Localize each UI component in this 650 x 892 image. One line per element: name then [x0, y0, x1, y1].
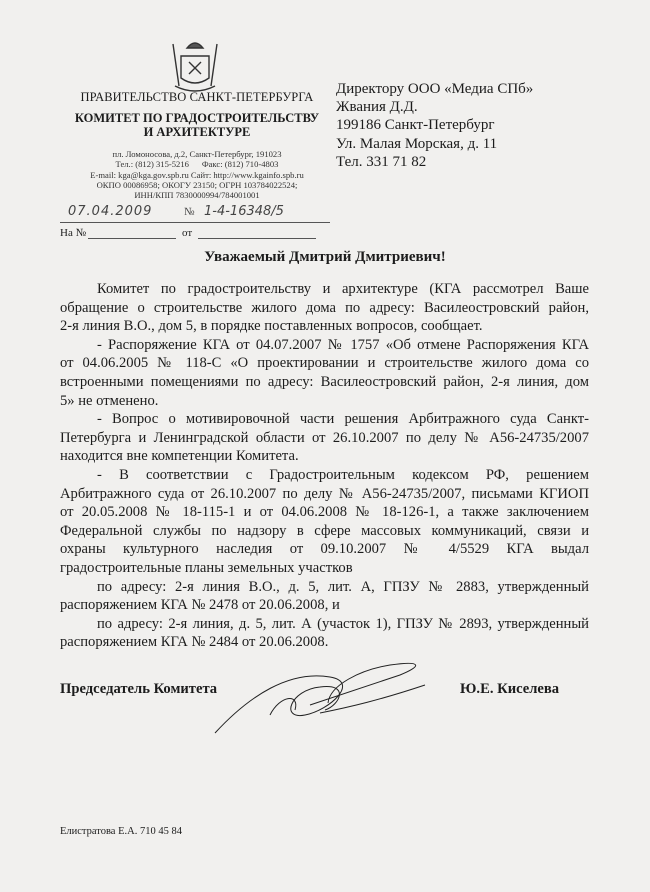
- recipient-line: Ул. Малая Морская, д. 11: [336, 135, 498, 152]
- text-line: по адресу: 2-я линия, д. 5, лит. А (участок 1), ГПЗУ № 2893, утвержденный: [97, 615, 589, 632]
- text-line: - В соответствии с Градостроительным кодексом РФ, решением: [97, 466, 589, 483]
- text-line: 5» не отменено.: [60, 392, 159, 409]
- paragraph: [60, 466, 589, 578]
- text-line: находится вне компетенции Комитета.: [60, 448, 299, 465]
- email-line: E-mail: kga@kga.gov.spb.ru Сайт: http://www.kgainfo.spb.ru: [90, 169, 304, 180]
- phone-line: Тел.: (812) 315-5216 Факс: (812) 710-4803: [115, 159, 279, 170]
- registration-number: 1-4-16348/5: [204, 204, 284, 219]
- reference-date-blank: [198, 238, 316, 239]
- text-line: от 04.06.2005 № 118-С «О проектировании и строительстве жилого дома со: [60, 355, 589, 372]
- text-line: Федеральной службы по надзору в сфере массовых коммуникаций, связи и: [60, 522, 589, 539]
- reference-label: На №: [60, 227, 87, 239]
- committee-name: [50, 111, 344, 139]
- paragraph: [60, 578, 589, 615]
- text-line: распоряжением КГА № 2478 от 20.06.2008, и: [60, 597, 340, 614]
- greeting: Уважаемый Дмитрий Дмитриевич!: [204, 249, 446, 265]
- text-line: обращение о строительстве жилого дома по адресу: Василеостровский район,: [60, 299, 589, 316]
- text-line: Петербурга и Ленинградской области от 26.10.2007 по делу № А56-24735/2007: [60, 429, 589, 446]
- executor-contact: Елистратова Е.А. 710 45 84: [60, 826, 182, 837]
- text-line: - Распоряжение КГА от 04.07.2007 № 1757 «Об отмене Распоряжения КГА: [97, 336, 589, 353]
- codes-line: ОКПО 00086958; ОКОГУ 23150; ОГРН 103784022524;: [96, 179, 298, 190]
- text-line: распоряжением КГА № 2484 от 20.06.2008.: [60, 634, 329, 651]
- text-line: от 20.05.2008 № 18-115-1 и от 04.06.2008 № 18-126-1, а также заключением: [60, 504, 589, 521]
- handwritten-signature: [210, 655, 435, 735]
- address-line: пл. Ломоносова, д.2, Санкт-Петербург, 191023: [112, 149, 282, 159]
- paragraph: [60, 410, 589, 466]
- contact-details: [50, 149, 344, 200]
- recipient-line: Директору ООО «Медиа СПб»: [336, 81, 534, 97]
- reference-line: [60, 227, 330, 239]
- text-line: 2-я линия В.О., дом 5, в порядке поставленных вопросов, сообщает.: [60, 318, 483, 335]
- signatory-name: Ю.Е. Киселева: [460, 681, 560, 697]
- number-label: №: [184, 206, 195, 218]
- recipient-line: Жвания Д.Д.: [336, 99, 418, 116]
- letterhead: [50, 90, 344, 200]
- coat-of-arms-icon: [167, 36, 223, 98]
- recipient-block: [336, 80, 533, 171]
- signatory-title: Председатель Комитета: [60, 681, 218, 697]
- letter-body: [60, 280, 589, 652]
- reference-blank: [88, 238, 176, 239]
- government-name: ПРАВИТЕЛЬСТВО САНКТ-ПЕТЕРБУРГА: [80, 90, 314, 104]
- committee-name-line: КОМИТЕТ ПО ГРАДОСТРОИТЕЛЬСТВУ: [74, 111, 320, 125]
- paragraph: [60, 336, 589, 410]
- paragraph: [60, 615, 589, 652]
- text-line: встроенными помещениями по адресу: Василеостровский район, 2-я линия, дом: [60, 373, 589, 390]
- text-line: Арбитражного суда от 26.10.2007 по делу № А56-24735/2007, письмами КГИОП: [60, 485, 589, 502]
- paragraph: [60, 280, 589, 336]
- text-line: - Вопрос о мотивировочной части решения Арбитражного суда Санкт-: [97, 411, 589, 428]
- inn-line: ИНН/КПП 7830000994/784001001: [134, 190, 260, 201]
- text-line: градостроительные планы земельных участков: [60, 559, 353, 576]
- registration-date: 07.04.2009: [68, 204, 153, 219]
- committee-name-line: И АРХИТЕКТУРЕ: [143, 125, 251, 139]
- recipient-line: Тел. 331 71 82: [336, 153, 427, 170]
- registration-line: [60, 202, 330, 223]
- reference-from-label: от: [182, 227, 193, 239]
- text-line: по адресу: 2-я линия В.О., д. 5, лит. А, ГПЗУ № 2883, утвержденный: [97, 578, 589, 595]
- recipient-line: 199186 Санкт-Петербург: [336, 117, 495, 134]
- text-line: Комитет по градостроительству и архитектуре (КГА рассмотрел Ваше: [97, 281, 589, 297]
- text-line: охраны культурного наследия от 09.10.2007 № 4/5529 КГА выдал: [60, 541, 589, 558]
